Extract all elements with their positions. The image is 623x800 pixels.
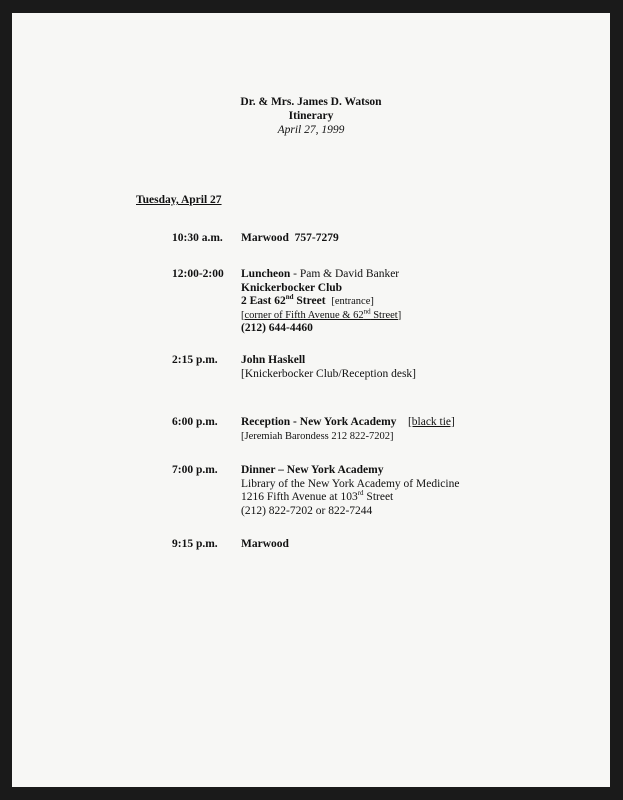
entry-event [241, 464, 459, 518]
day-heading: Tuesday, April 27 [136, 194, 222, 206]
entry-event [241, 268, 401, 336]
event-title: Marwood [241, 232, 289, 244]
entry-time: 2:15 p.m. [172, 354, 218, 366]
entry-event [241, 354, 416, 381]
document-page [12, 13, 610, 787]
event-note: [Knickerbocker Club/Reception desk] [241, 367, 416, 380]
event-title: Reception - New York Academy [241, 416, 397, 428]
entry-event [241, 232, 339, 246]
event-title: John Haskell [241, 354, 306, 366]
event-entrance: [entrance] [331, 296, 374, 307]
event-title: Marwood [241, 538, 289, 550]
event-attire: [black tie] [407, 416, 455, 428]
event-title: Dinner – New York Academy [241, 464, 384, 476]
header-names: Dr. & Mrs. James D. Watson [240, 96, 382, 108]
header-date: April 27, 1999 [277, 124, 345, 136]
event-phone: (212) 644-4460 [241, 322, 313, 334]
event-corner-note: [corner of Fifth Avenue & 62nd Street] [241, 307, 402, 321]
event-title: Luncheon [241, 268, 291, 280]
event-note: [Jeremiah Barondess 212 822-7202] [241, 430, 394, 442]
entry-event [241, 416, 455, 443]
event-phone: (212) 822-7202 or 822-7244 [241, 504, 373, 517]
entry-time: 6:00 p.m. [172, 416, 218, 428]
event-address: 1216 Fifth Avenue at 103rd Street [241, 489, 394, 503]
event-with: Pam & David Banker [299, 268, 400, 280]
entry-time: 12:00-2:00 [172, 268, 224, 280]
entry-time: 9:15 p.m. [172, 538, 218, 550]
header-title: Itinerary [288, 110, 334, 122]
entry-time: 10:30 a.m. [172, 232, 223, 244]
event-venue: Knickerbocker Club [241, 281, 343, 294]
event-venue: Library of the New York Academy of Medicine [241, 477, 460, 490]
event-phone: 757-7279 [294, 232, 339, 244]
entry-time: 7:00 p.m. [172, 464, 218, 476]
itinerary-header [12, 95, 610, 137]
event-address: 2 East 62nd Street [241, 293, 326, 307]
event-separator: - [290, 268, 300, 280]
